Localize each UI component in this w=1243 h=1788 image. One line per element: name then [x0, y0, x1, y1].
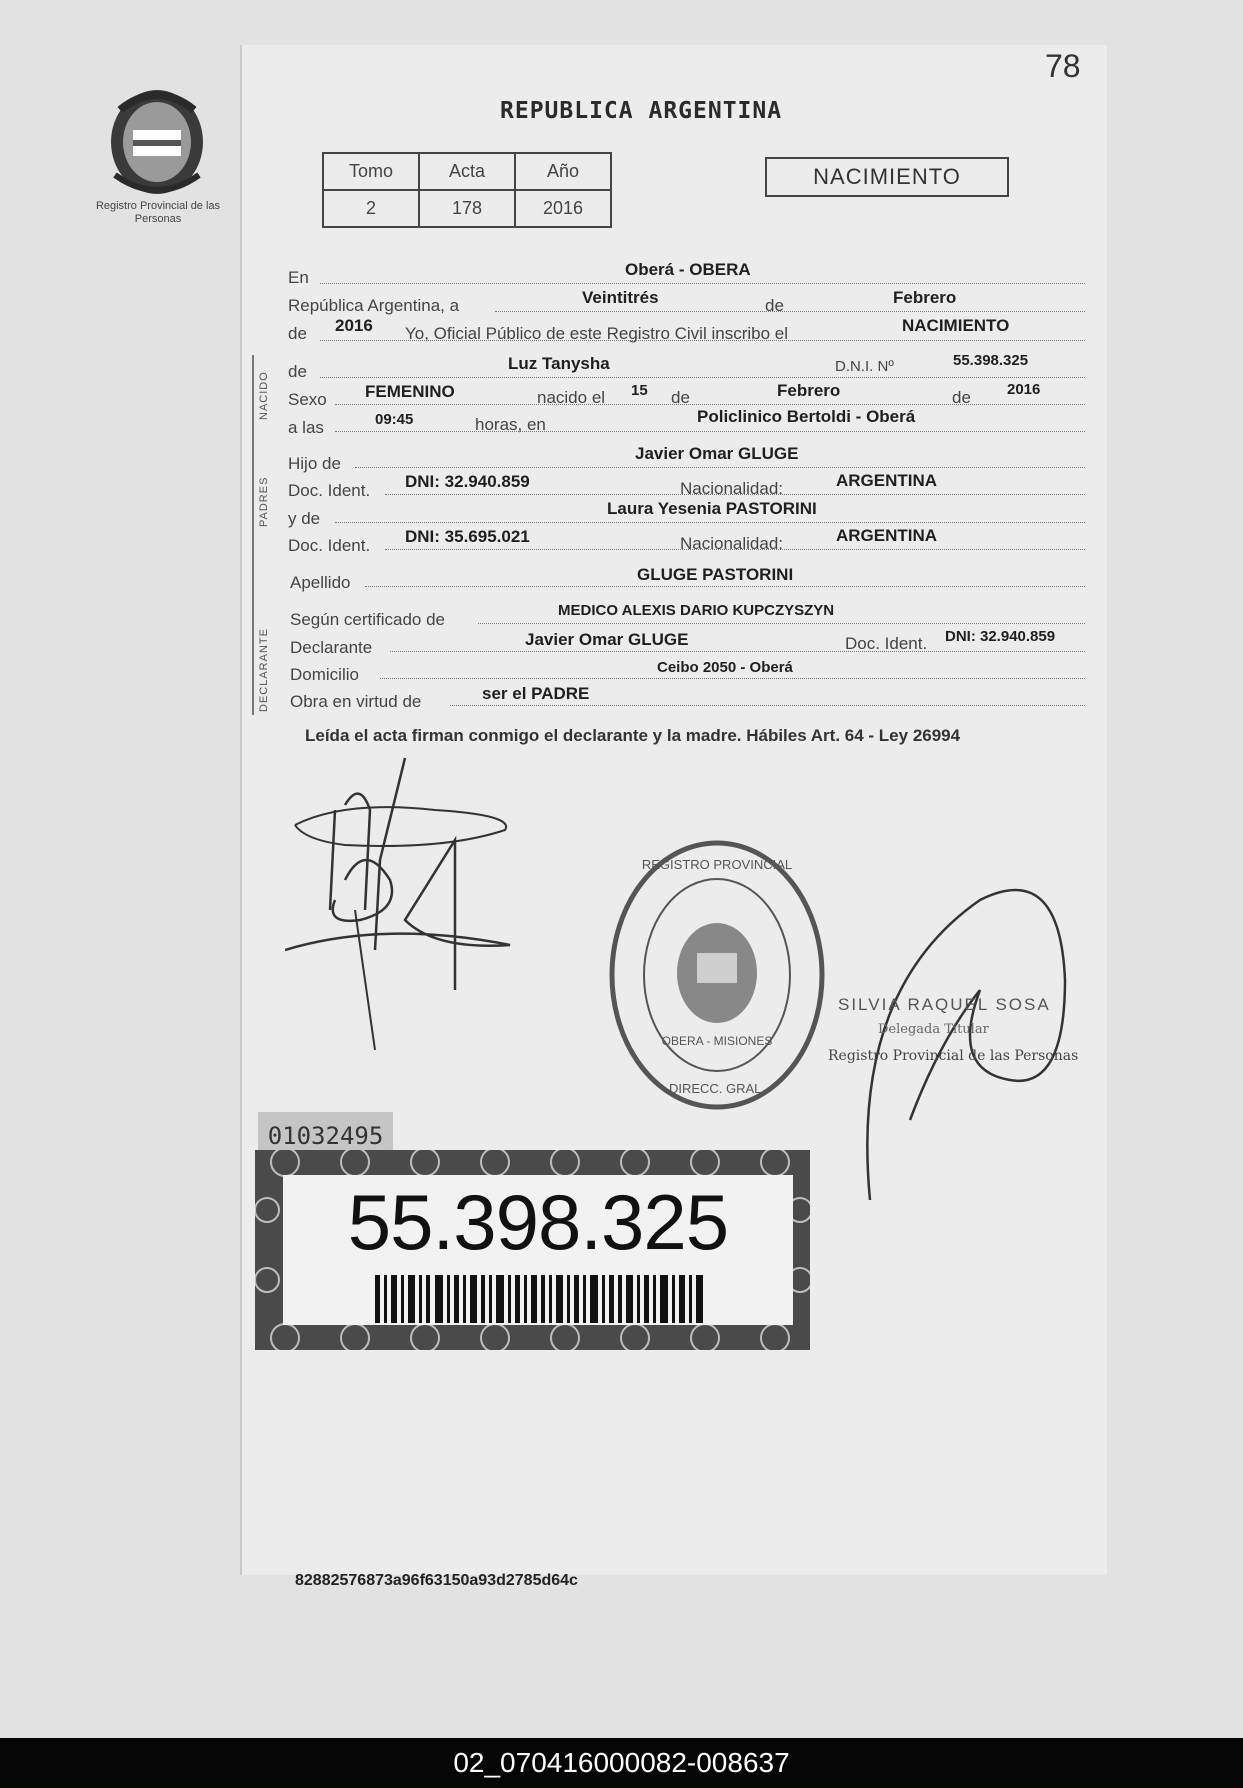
- apellido-label: Apellido: [290, 573, 351, 592]
- svg-text:REGISTRO PROVINCIAL: REGISTRO PROVINCIAL: [641, 857, 793, 872]
- day-words-value: Veintitrés: [582, 288, 659, 307]
- section-divider: [252, 610, 254, 715]
- de-label: de: [671, 388, 690, 407]
- dotted-line: [320, 283, 1085, 284]
- officer-text: Yo, Oficial Público de este Registro Civil inscribo el: [405, 324, 788, 343]
- sexo-value: FEMENINO: [365, 382, 455, 401]
- nacido-section-label: NACIDO: [258, 371, 270, 420]
- record-type-box: NACIMIENTO: [765, 157, 1009, 197]
- dotted-line: [355, 467, 1085, 468]
- birth-month-value: Febrero: [777, 381, 841, 400]
- y-de-label: y de: [288, 509, 321, 528]
- dotted-line: [335, 404, 1085, 405]
- declarante-section-label: DECLARANTE: [258, 628, 270, 712]
- de-label: de: [288, 324, 307, 343]
- mother-nationality-value: ARGENTINA: [836, 526, 938, 545]
- official-name-stamp: SILVIA RAQUEL SOSA: [838, 995, 1051, 1014]
- dni-label: D.N.I. Nº: [835, 358, 894, 375]
- mother-doc-value: DNI: 35.695.021: [405, 527, 530, 546]
- birth-place-value: Policlinico Bertoldi - Oberá: [697, 407, 916, 426]
- obra-en-virtud-label: Obra en virtud de: [290, 692, 422, 711]
- acta-value: 178: [419, 190, 515, 227]
- place-value: Oberá - OBERA: [625, 260, 751, 279]
- official-office-stamp: Registro Provincial de las Personas: [828, 1048, 1079, 1064]
- provincial-registry-logo: [100, 80, 215, 200]
- anio-header: Año: [515, 153, 611, 190]
- logo-caption: Registro Provincial de las Personas: [95, 200, 221, 225]
- father-doc-value: DNI: 32.940.859: [405, 472, 530, 491]
- svg-text:DIRECC. GRAL.: DIRECC. GRAL.: [668, 1081, 766, 1096]
- official-role-stamp: Delegada Titular: [878, 1022, 989, 1037]
- declarant-signature: [285, 750, 525, 1060]
- nacionalidad-label: Nacionalidad:: [680, 534, 784, 553]
- father-name-value: Javier Omar GLUGE: [635, 444, 799, 463]
- record-reference-table: [322, 152, 612, 228]
- a-las-label: a las: [288, 418, 324, 437]
- registry-seal: [605, 835, 830, 1115]
- birth-year-value: 2016: [1007, 381, 1041, 398]
- dotted-line: [320, 377, 1085, 378]
- declarante-label: Declarante: [290, 638, 373, 657]
- segun-certificado-label: Según certificado de: [290, 610, 445, 629]
- dotted-line: [380, 678, 1085, 679]
- tomo-value: 2: [323, 190, 419, 227]
- doc-ident-label: Doc. Ident.: [288, 536, 371, 555]
- child-dni-value: 55.398.325: [953, 352, 1029, 369]
- tomo-header: Tomo: [323, 153, 419, 190]
- registry-number: 55.398.325: [347, 1178, 729, 1266]
- dotted-line: [320, 340, 1085, 341]
- anio-value: 2016: [515, 190, 611, 227]
- domicilio-label: Domicilio: [290, 665, 359, 684]
- nacido-el-label: nacido el: [537, 388, 606, 407]
- serial-number: 01032495: [258, 1112, 393, 1160]
- dotted-line: [365, 586, 1085, 587]
- sticker-label: [283, 1175, 793, 1325]
- dotted-line: [478, 623, 1085, 624]
- birth-day-value: 15: [631, 382, 648, 399]
- act-type-value: NACIMIENTO: [902, 316, 1010, 335]
- mother-name-value: Laura Yesenia PASTORINI: [607, 499, 817, 518]
- child-name-value: Luz Tanysha: [508, 354, 610, 373]
- dotted-line: [495, 311, 1085, 312]
- dotted-line: [335, 522, 1085, 523]
- de-label: de: [288, 362, 307, 381]
- domicilio-value: Ceibo 2050 - Oberá: [657, 659, 793, 676]
- doc-ident-label: Doc. Ident.: [845, 634, 928, 653]
- declarant-doc-value: DNI: 32.940.859: [945, 628, 1056, 645]
- acta-header: Acta: [419, 153, 515, 190]
- en-label: En: [288, 268, 309, 287]
- obra-value: ser el PADRE: [482, 684, 590, 703]
- barcode: [375, 1275, 705, 1323]
- sexo-label: Sexo: [288, 390, 327, 409]
- scan-footer-id: 02_070416000082-008637: [0, 1738, 1243, 1788]
- month-value: Febrero: [893, 288, 957, 307]
- declarant-name-value: Javier Omar GLUGE: [525, 630, 689, 649]
- page-number: 78: [1045, 48, 1081, 84]
- padres-section-label: PADRES: [258, 476, 270, 527]
- republic-label: República Argentina, a: [288, 296, 460, 315]
- official-signature: [860, 870, 1075, 1210]
- certifier-value: MEDICO ALEXIS DARIO KUPCZYSZYN: [558, 602, 835, 619]
- de-label: de: [952, 388, 971, 407]
- closing-statement: Leída el acta firman conmigo el declarante y la madre. Hábiles Art. 64 - Ley 26994: [305, 726, 961, 745]
- dotted-line: [335, 431, 1085, 432]
- horas-label: horas, en: [475, 415, 546, 434]
- doc-ident-label: Doc. Ident.: [288, 481, 371, 500]
- hijo-de-label: Hijo de: [288, 454, 341, 473]
- apellido-value: GLUGE PASTORINI: [637, 565, 794, 584]
- dotted-line: [450, 705, 1085, 706]
- dotted-line: [390, 651, 1085, 652]
- de-label: de: [765, 296, 784, 315]
- year-value: 2016: [335, 316, 373, 335]
- security-sticker: [255, 1150, 810, 1350]
- nacionalidad-label: Nacionalidad:: [680, 479, 784, 498]
- document-hash: 82882576873a96f63150a93d2785d64c: [295, 1572, 578, 1589]
- birth-time-value: 09:45: [375, 411, 414, 428]
- document-title: REPUBLICA ARGENTINA: [500, 98, 783, 124]
- father-nationality-value: ARGENTINA: [836, 471, 938, 490]
- svg-text:OBERA - MISIONES: OBERA - MISIONES: [661, 1034, 773, 1048]
